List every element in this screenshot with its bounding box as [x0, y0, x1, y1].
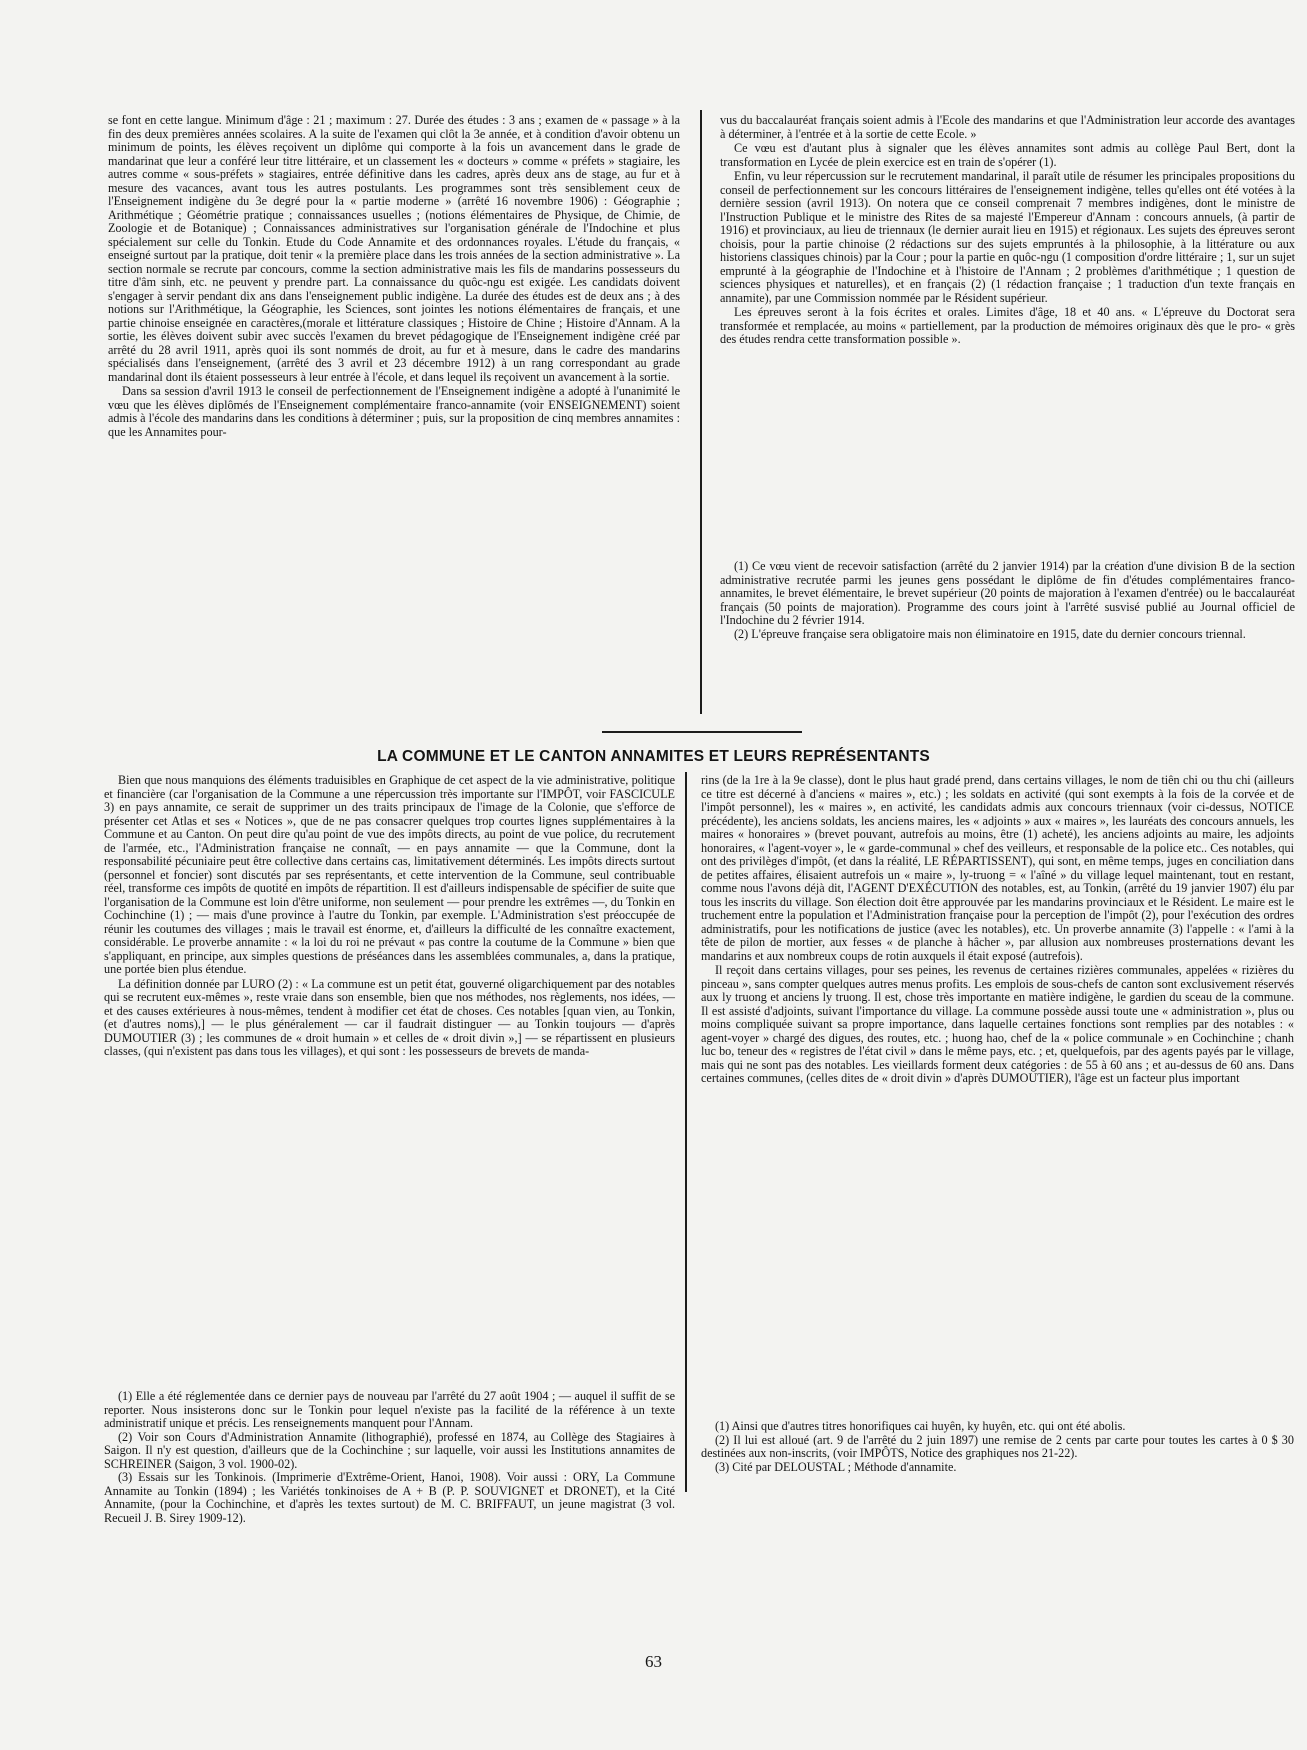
bottom-left-footnote-1: (1) Elle a été réglementée dans ce dernier pays de nouveau par l'arrêté du 27 août 1904 ; — auquel il suffit de se reporter. Nous insisterons donc sur le Tonkin pour lequel n'existe pas la facilité de la référence à un texte administratif unique et précis. Les renseignements manquent pour l'Annam. [104, 1389, 675, 1430]
bottom-right-paragraph-2: Il reçoit dans certains villages, pour ses peines, les revenus de certaines rizières communales, appelées « rizières du pinceau », sans compter quelques autres menus profits. Les emplois de sous-chefs de canton sont exclusivement réservés aux ly truong et anciens ly truong. Il est, chose très importante en matière indigène, le gardien du sceau de la commune. Il est assisté d'adjoints, suivant l'importance du village. La commune possède aussi toute une « administration », plus ou moins compliquée suivant sa propre importance, dans laquelle certaines fonctions sont remplies par des notables : « agent-voyer » chargé des digues, des routes, etc. ; huong hao, chef de la « police communale » en Cochinchine ; chanh luc bo, teneur des « registres de l'état civil » dans le même pays, etc. ; et, quelquefois, par des agents payés par le village, mais qui ne sont pas des notables. Les vieillards forment deux catégories : de 55 à 60 ans ; et au-dessus de 60 ans. Dans certaines communes, (celles dites de « droit divin » d'après DUMOUTIER), l'âge est un facteur plus important [701, 963, 1294, 1085]
bottom-right-footnote-3: (3) Cité par DELOUSTAL ; Méthode d'annamite. [715, 1459, 957, 1474]
bottom-left-footnotes [104, 1389, 675, 1525]
section-divider [602, 731, 802, 733]
bottom-left-footnote-2: (2) Voir son Cours d'Administration Annamite (lithographié), professé en 1874, au Collège des Stagiaires à Saigon. Il n'y est question, d'ailleurs que de la Cochinchine ; sur laquelle, voir aussi les Institutions annamites de SCHREINER (Saigon, 3 vol. 1900-02). [104, 1429, 675, 1471]
page-number: 63 [645, 1652, 662, 1671]
top-left-column [108, 114, 680, 704]
bottom-left-paragraph-2: La définition donnée par LURO (2) : « La commune est un petit état, gouverné oligarchiquement par des notables qui se recrutent eux-mêmes », reste vraie dans son ensemble, bien que nos méthodes, nos règlements, nos idées, — et des causes extérieures à nous-mêmes, tendent à modifier cet état de choses. Ces notables [quan vien, au Tonkin, (et d'autres noms),] — le plus généralement — car il faudrait distinguer — au Tonkin toujours — d'après DUMOUTIER (3) ; les communes de « droit humain » et celles de « droit divin »,] — se répartissent en plusieurs classes, (qui n'existent pas dans tous les villages), et qui sont : les possesseurs de brevets de manda- [104, 976, 675, 1058]
top-right-footnote-2: (2) L'épreuve française sera obligatoire mais non éliminatoire en 1915, date du dernier concours triennal. [734, 626, 1246, 641]
top-right-paragraph-2: Ce vœu est d'autant plus à signaler que les élèves annamites sont admis au collège Paul Bert, dont la transformation en Lycée de plein exercice est en train de s'opérer (1). [720, 141, 1295, 169]
bottom-column-separator [685, 772, 687, 1492]
bottom-left-footnote-3: (3) Essais sur les Tonkinois. (Imprimerie d'Extrême-Orient, Hanoi, 1908). Voir aussi : ORY, La Commune Annamite au Tonkin (1894) ; les Variétés tonkinoises de A + B (P. P. SOUVIGNET et DRONET), et la Cité Annamite, (pour la Cochinchine, et d'après les textes surtout) de M. C. BRIFFAUT, un jeune magistrat (3 vol. Recueil J. B. Sirey 1909-12). [104, 1470, 675, 1525]
top-right-paragraph-3: Enfin, vu leur répercussion sur le recrutement mandarinal, il paraît utile de résumer les principales propositions du conseil de perfectionnement sur les concours littéraires de l'enseignement indigène, telles qu'elles ont été votées à la dernière session (avril 1913). On notera que ce conseil comprenait 7 membres indigènes, dont le ministre de l'Instruction Publique et le ministre des Rites de sa majesté l'Empereur d'Annam : concours annuels, (à partir de 1916) et provinciaux, au lieu de triennaux (le dernier aurait lieu en 1915) et régionaux. Les sujets des épreuves seront choisis, pour la partie chinoise (2 rédactions sur des sujets empruntés à la philosophie, à la littérature ou aux historiens classiques chinois) par la Cour ; pour la partie en quôc-ngu (1 composition d'ordre littéraire ; 1, sur un sujet emprunté à la géographie de l'Indochine et à l'histoire de l'Annam ; 2 problèmes d'arithmétique ; 1 question de sciences physiques et naturelles), et en français (2) (1 rédaction française ; 1 traduction d'un texte français en annamite), par une Commission nommée par le Résident supérieur. [720, 169, 1295, 305]
bottom-right-footnote-1: (1) Ainsi que d'autres titres honorifiques cai huyên, ky huyên, etc. qui ont été abolis. [715, 1419, 1126, 1433]
bottom-right-column [701, 774, 1294, 1402]
top-right-footnote-1: (1) Ce vœu vient de recevoir satisfaction (arrêté du 2 janvier 1914) par la création d'une division B de la section administrative recrutée parmi les jeunes gens possédant le diplôme de fin d'études complémentaires franco-annamites, le brevet élémentaire, le brevet supérieur (20 points de majoration à l'examen d'entrée) ou le baccalauréat français (50 points de majoration). Programme des cours joint à l'arrêté susvisé publié au Journal officiel de l'Indochine du 2 février 1914. [720, 559, 1295, 627]
top-right-footnotes [720, 560, 1295, 720]
bottom-right-footnotes [701, 1420, 1294, 1510]
bottom-right-footnote-2: (2) Il lui est alloué (art. 9 de l'arrêté du 2 juin 1897) une remise de 2 cents par carte pour toutes les cartes à 0 $ 30 destinées aux non-inscrits, (voir IMPÔTS, Notice des graphiques nos 21-22). [701, 1432, 1294, 1460]
bottom-left-paragraph-1: Bien que nous manquions des éléments traduisibles en Graphique de cet aspect de la vie administrative, politique et financière (car l'organisation de la Commune a une répercussion très importante sur l'IMPÔT, voir FASCICULE 3) en pays annamite, ce serait de supprimer un des traits principaux de l'image de la Colonie, que s'efforce de présenter cet Atlas et ses « Notices », que de ne pas consacrer quelques trop courtes lignes supplémentaires à la Commune et au Canton. On peut dire qu'au point de vue des impôts directs, au point de vue police, du recrutement de l'armée, etc., l'Administration française ne connaît, — en pays annamite — que la Commune, dont la responsabilité pécuniaire peut être collective dans certains cas, limitativement déterminés. Les impôts directs surtout (personnel et foncier) sont discutés par ses représentants, et cette intervention de la Commune, seul contribuable réel, transforme ces impôts de quotité en impôts de répartition. Il est d'ailleurs indispensable de spécifier de suite que l'organisation de la Commune est loin d'être uniforme, non seulement — pour prendre les extrêmes —, du Tonkin en Cochinchine (1) ; — mais d'une province à l'autre du Tonkin, par exemple. L'Administration s'est préoccupée de réunir les coutumes des villages ; mais le travail est énorme, et, d'ailleurs la difficulté de les connaître exactement, considérable. Le proverbe annamite : « la loi du roi ne prévaut « pas contre la coutume de la Commune » bien que s'appliquant, en principe, aux simples questions de préséances dans les assemblées communales, a, dans la pratique, une portée bien plus étendue. [104, 773, 675, 976]
top-right-paragraph-1: vus du baccalauréat français soient admis à l'Ecole des mandarins et que l'Administration leur accorde des avantages à déterminer, à l'entrée et à la sortie de cette Ecole. » [720, 113, 1295, 141]
top-right-paragraph-4: Les épreuves seront à la fois écrites et orales. Limites d'âge, 18 et 40 ans. « L'épreuve du Doctorat sera transformée et remplacée, au moins « partiellement, par la production de mémoires originaux dès que le pro- « grès des études rendra cette transformation possible ». [720, 305, 1295, 346]
bottom-right-paragraph-1: rins (de la 1re à la 9e classe), dont le plus haut gradé prend, dans certains villages, le nom de tiên chi ou thu chi (ailleurs ce titre est décerné à d'anciens « maires », etc.) ; les soldats en activité (qui sont exempts à la fois de la corvée et de l'impôt personnel), les « maires », en activité, les candidats admis aux concours triennaux (voir ci-dessus, NOTICE précédente), les anciens soldats, les anciens maires, les « adjoints » aux « maires », les lauréats des concours annuels, les maires « honoraires » (brevet pouvant, autrefois au moins, être (1) acheté), les anciens adjoints au maire, les adjoints honoraires, « l'agent-voyer », le « garde-communal » chef des veilleurs, et responsable de la police etc.. Ces notables, qui ont des privilèges d'impôt, (et dans la réalité, LE RÉPARTISSENT), qui sont, en même temps, juges en conciliation dans de petites affaires, élisaient autrefois un « maire », ly-truong = « l'aîné » du village lequel maintenant, tout en restant, comme nous l'avons déjà dit, l'AGENT D'EXÉCUTION des notables, est, au Tonkin, (arrêté du 19 janvier 1907) élu par tous les inscrits du village. Son élection doit être approuvée par les mandarins provinciaux et le Résident. Le maire est le truchement entre la population et l'Administration française pour la perception de l'impôt (2), pour l'exécution des ordres administratifs, pour les notifications de justice (avec les notables), etc. Un proverbe annamite (3) l'appelle : « l'ami à la tête de pilon de mortier, aux fesses « de planche à hâcher », par allusion aux nombreuses prosternations devant les mandarins et aux nombreux coups de rotin auxquels il était exposé (autrefois). [701, 773, 1294, 963]
top-column-separator [700, 110, 702, 714]
section-title: LA COMMUNE ET LE CANTON ANNAMITES ET LEURS REPRÉSENTANTS [377, 748, 930, 765]
top-left-paragraph-2: Dans sa session d'avril 1913 le conseil de perfectionnement de l'Enseignement indigène a adopté à l'unanimité le vœu que les élèves diplômés de l'Enseignement complémentaire franco-annamite (voir ENSEIGNEMENT) soient admis à l'école des mandarins dans les conditions à déterminer ; puis, sur la proposition de cinq membres annamites : que les Annamites pour- [108, 384, 680, 439]
bottom-left-column [104, 774, 675, 1422]
top-left-paragraph-1: se font en cette langue. Minimum d'âge : 21 ; maximum : 27. Durée des études : 3 ans ; examen de « passage » à la fin des deux premières années scolaires. A la suite de l'examen qui clôt la 3e année, et à condition d'avoir obtenu un minimum de points, les élèves reçoivent un diplôme qui comporte à la fois un avancement dans le grade de mandarinat que leur a conféré leur titre littéraire, et un classement les « docteurs » comme « préfets » stagiaire, les autres comme « sous-préfets » stagiaires, entrée définitive dans les cadres, après deux ans de stage, au fur et à mesure des vacances, avant tous les autres postulants. Les programmes sont très sensiblement ceux de l'Enseignement indigène du 3e degré pour la « partie moderne » (arrêté 16 novembre 1906) : Géographie ; Arithmétique ; Géométrie pratique ; connaissances usuelles ; (notions élémentaires de Physique, de Chimie, de Zoologie et de Botanique) ; Connaissances administratives sur l'organisation générale de l'Indochine et plus spécialement sur celle du Tonkin. Etude du Code Annamite et des ordonnances royales. L'étude du français, « enseigné surtout par la pratique, doit tenir « la première place dans les trois années de la section administrative ». La section normale se recrute par concours, comme la section administrative mais les fils de mandarins possesseurs du titre d'âm sinh, etc. ne peuvent y prendre part. La connaissance du quôc-ngu est exigée. Les candidats doivent s'engager à servir pendant dix ans dans l'enseignement public indigène. La durée des études est de deux ans ; à des notions sur l'Arithmétique, la Géographie, les Sciences, sont jointes les notions élémentaires de français, et une partie chinoise enseignée en caractères,(morale et littérature classiques ; Histoire de Chine ; Histoire d'Annam. A la sortie, les élèves doivent subir avec succès l'examen du brevet pédagogique de l'Enseignement indigène créé par arrêté du 28 avril 1911, après quoi ils sont nommés de droit, au fur et à mesure, dans le cadre des mandarins spécialisés dans l'enseignement, (arrêté des 3 avril et 23 décembre 1912) à un rang correspondant au grade mandarinal dont ils étaient possesseurs à leur entrée à l'école, et dans lequel ils reçoivent un avancement à la sortie. [108, 113, 680, 384]
